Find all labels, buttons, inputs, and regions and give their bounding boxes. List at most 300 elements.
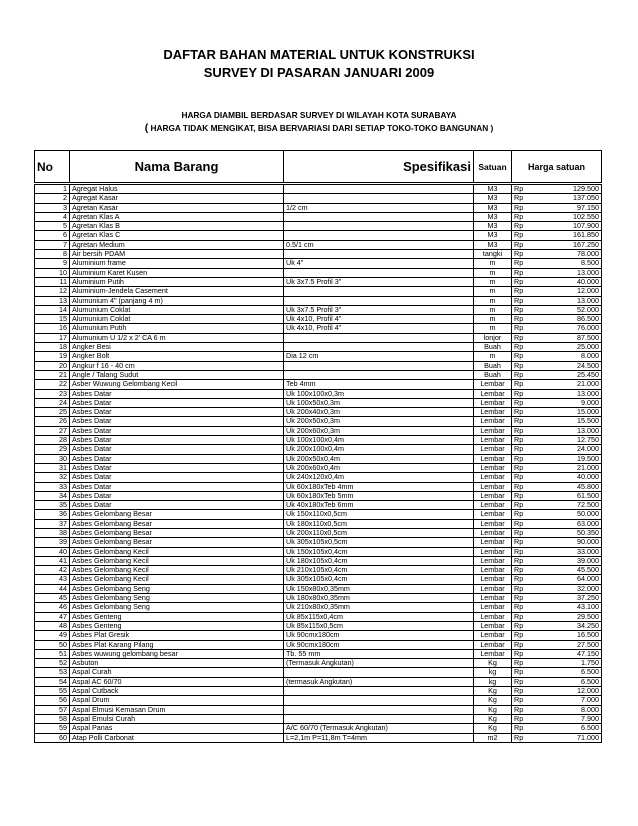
item-price: 34.250 [545, 621, 602, 630]
item-price: 15.500 [545, 417, 602, 426]
item-spec: Uk 200x60x0,3m [284, 426, 474, 435]
item-unit: m [474, 287, 512, 296]
item-unit: Kg [474, 714, 512, 723]
item-name: Asbes Datar [70, 491, 284, 500]
currency-label: Rp [512, 584, 545, 593]
item-price: 32.000 [545, 584, 602, 593]
item-unit: Lembar [474, 528, 512, 537]
item-price: 12.000 [545, 687, 602, 696]
item-price: 40.000 [545, 277, 602, 286]
item-unit: Lembar [474, 603, 512, 612]
table-row [35, 463, 602, 472]
item-name: Aluminium Putih [70, 277, 284, 286]
item-name: Alumunium Putih [70, 324, 284, 333]
item-name: Asbes Gelombang Besar [70, 538, 284, 547]
item-spec: A/C 60/70 (Termasuk Angkutan) [284, 724, 474, 733]
item-spec: Uk 90cmx180cm [284, 631, 474, 640]
item-name: Asbes Datar [70, 445, 284, 454]
row-number: 35 [35, 501, 70, 510]
item-unit: Kg [474, 659, 512, 668]
currency-label: Rp [512, 380, 545, 389]
item-price: 16.500 [545, 631, 602, 640]
item-unit: Lembar [474, 473, 512, 482]
item-name: Angkur f 16 - 40 cm [70, 361, 284, 370]
item-unit: Lembar [474, 510, 512, 519]
row-number: 7 [35, 240, 70, 249]
item-price: 13.000 [545, 426, 602, 435]
item-name: Aluminium-Jendela Casement [70, 287, 284, 296]
table-row [35, 268, 602, 277]
table-row [35, 417, 602, 426]
table-row [35, 714, 602, 723]
item-spec: Uk 210x105x0,4cm [284, 566, 474, 575]
item-name: Asbes Datar [70, 426, 284, 435]
item-price: 97.150 [545, 203, 602, 212]
item-price: 29.500 [545, 612, 602, 621]
currency-label: Rp [512, 445, 545, 454]
item-unit: m [474, 315, 512, 324]
item-name: Asbes Gelombang Besar [70, 510, 284, 519]
row-number: 28 [35, 436, 70, 445]
row-number: 3 [35, 203, 70, 212]
currency-label: Rp [512, 594, 545, 603]
item-name: Atap Polli Carbonat [70, 733, 284, 742]
item-name: Asbes Genteng [70, 612, 284, 621]
table-row [35, 705, 602, 714]
row-number: 8 [35, 250, 70, 259]
item-spec: Uk 200x50x0,4m [284, 454, 474, 463]
table-row [35, 482, 602, 491]
row-number: 11 [35, 277, 70, 286]
row-number: 48 [35, 621, 70, 630]
item-price: 9.000 [545, 398, 602, 407]
item-unit: Kg [474, 724, 512, 733]
item-spec: Uk 100x50x0,3m [284, 398, 474, 407]
table-row [35, 185, 602, 194]
row-number: 34 [35, 491, 70, 500]
column-header-satuan: Satuan [474, 151, 512, 183]
currency-label: Rp [512, 612, 545, 621]
item-name: Aspal Emulsi Curah [70, 714, 284, 723]
table-header-row [35, 151, 602, 183]
row-number: 15 [35, 315, 70, 324]
currency-label: Rp [512, 575, 545, 584]
item-unit: Lembar [474, 631, 512, 640]
item-spec: Uk 90cmx180cm [284, 640, 474, 649]
currency-label: Rp [512, 603, 545, 612]
currency-label: Rp [512, 491, 545, 500]
table-row [35, 631, 602, 640]
item-price: 7.900 [545, 714, 602, 723]
currency-label: Rp [512, 185, 545, 194]
item-name: Alumunium Coklat [70, 315, 284, 324]
currency-label: Rp [512, 296, 545, 305]
currency-label: Rp [512, 659, 545, 668]
table-row [35, 389, 602, 398]
table-row [35, 370, 602, 379]
currency-label: Rp [512, 519, 545, 528]
item-name: Agretan Kasar [70, 203, 284, 212]
page-subtitle: SURVEY DI PASARAN JANUARI 2009 [203, 65, 435, 80]
row-number: 44 [35, 584, 70, 593]
item-unit: m [474, 352, 512, 361]
item-price: 7.000 [545, 696, 602, 705]
item-unit: Buah [474, 370, 512, 379]
item-spec: Uk 60x180xTeb 4mm [284, 482, 474, 491]
currency-label: Rp [512, 389, 545, 398]
table-row [35, 203, 602, 212]
item-price: 15.000 [545, 408, 602, 417]
item-unit: Buah [474, 343, 512, 352]
item-spec: (Termasuk Angkutan) [284, 659, 474, 668]
row-number: 26 [35, 417, 70, 426]
item-spec: Uk 150x110x0,5cm [284, 510, 474, 519]
item-name: Asbes Genteng [70, 621, 284, 630]
currency-label: Rp [512, 259, 545, 268]
item-spec [284, 287, 474, 296]
item-spec: Uk 200x110x0,5cm [284, 528, 474, 537]
row-number: 10 [35, 268, 70, 277]
table-row [35, 343, 602, 352]
item-name: Asbes Gelombang Besar [70, 519, 284, 528]
item-spec: Uk 200x100x0,4m [284, 445, 474, 454]
table-row [35, 426, 602, 435]
item-price: 90.000 [545, 538, 602, 547]
table-row [35, 333, 602, 342]
row-number: 55 [35, 687, 70, 696]
table-row [35, 501, 602, 510]
row-number: 21 [35, 370, 70, 379]
item-price: 6.500 [545, 668, 602, 677]
currency-label: Rp [512, 454, 545, 463]
item-unit: M3 [474, 194, 512, 203]
currency-label: Rp [512, 538, 545, 547]
item-unit: Kg [474, 687, 512, 696]
item-name: Agregat Halus [70, 185, 284, 194]
currency-label: Rp [512, 417, 545, 426]
item-price: 167.250 [545, 240, 602, 249]
item-spec: Uk 4x10, Profil 4" [284, 315, 474, 324]
item-spec [284, 185, 474, 194]
item-spec: Uk 200x40x0,3m [284, 408, 474, 417]
item-spec [284, 343, 474, 352]
item-price: 161.850 [545, 231, 602, 240]
currency-label: Rp [512, 203, 545, 212]
item-name: Asbes Datar [70, 473, 284, 482]
item-price: 72.500 [545, 501, 602, 510]
item-price: 24.500 [545, 361, 602, 370]
item-name: Asbes Datar [70, 408, 284, 417]
row-number: 54 [35, 677, 70, 686]
item-name: Aspal AC 60/70 [70, 677, 284, 686]
table-row [35, 538, 602, 547]
currency-label: Rp [512, 315, 545, 324]
material-price-table [34, 150, 602, 743]
item-unit: m [474, 268, 512, 277]
table-row [35, 305, 602, 314]
item-name: Agretan Klas C [70, 231, 284, 240]
column-header-spesifikasi: Spesifikasi [284, 151, 474, 183]
table-row [35, 398, 602, 407]
row-number: 27 [35, 426, 70, 435]
item-name: Alumunium U 1/2 x 2' CA 6 m [70, 333, 284, 342]
currency-label: Rp [512, 352, 545, 361]
currency-label: Rp [512, 436, 545, 445]
item-name: Aspal Cutback [70, 687, 284, 696]
item-name: Agretan Klas B [70, 222, 284, 231]
item-spec: Uk 4" [284, 259, 474, 268]
item-spec: Uk 150x80x0,35mm [284, 584, 474, 593]
row-number: 49 [35, 631, 70, 640]
item-price: 63.000 [545, 519, 602, 528]
item-name: Asbes Gelombang Seng [70, 603, 284, 612]
page-title: DAFTAR BAHAN MATERIAL UNTUK KONSTRUKSI [163, 47, 475, 62]
table-row [35, 584, 602, 593]
item-price: 12.750 [545, 436, 602, 445]
item-price: 25.000 [545, 343, 602, 352]
currency-label: Rp [512, 473, 545, 482]
column-header-no: No [35, 151, 70, 183]
item-spec: Uk 100x100x0,4m [284, 436, 474, 445]
item-spec: L=2,1m P=11,8m T=4mm [284, 733, 474, 742]
item-price: 8.000 [545, 705, 602, 714]
item-name: Aspal Drum [70, 696, 284, 705]
currency-label: Rp [512, 250, 545, 259]
item-name: Aspal Curah [70, 668, 284, 677]
table-row [35, 687, 602, 696]
currency-label: Rp [512, 212, 545, 221]
row-number: 51 [35, 649, 70, 658]
item-unit: m [474, 296, 512, 305]
item-spec: Uk 210x80x0,35mm [284, 603, 474, 612]
item-unit: Lembar [474, 426, 512, 435]
row-number: 5 [35, 222, 70, 231]
row-number: 17 [35, 333, 70, 342]
item-unit: Lembar [474, 519, 512, 528]
table-row [35, 231, 602, 240]
item-name: Asbes wuwung gelombang besar [70, 649, 284, 658]
currency-label: Rp [512, 566, 545, 575]
item-price: 19.500 [545, 454, 602, 463]
item-name: Agretan Medium [70, 240, 284, 249]
item-unit: Lembar [474, 501, 512, 510]
currency-label: Rp [512, 324, 545, 333]
item-unit: Lembar [474, 547, 512, 556]
item-unit: M3 [474, 231, 512, 240]
item-name: Aspal Elmusi Kemasan Drum [70, 705, 284, 714]
table-row [35, 491, 602, 500]
item-unit: M3 [474, 185, 512, 194]
item-price: 129.500 [545, 185, 602, 194]
table-row [35, 556, 602, 565]
table-row [35, 733, 602, 742]
item-unit: Buah [474, 361, 512, 370]
item-spec: Uk 3x7.5 Profil 3" [284, 277, 474, 286]
row-number: 53 [35, 668, 70, 677]
item-unit: M3 [474, 203, 512, 212]
item-unit: M3 [474, 222, 512, 231]
item-spec: Uk 85x115x0,5cm [284, 621, 474, 630]
row-number: 50 [35, 640, 70, 649]
row-number: 52 [35, 659, 70, 668]
item-name: Asbes Datar [70, 482, 284, 491]
item-spec: Tb. 55 mm [284, 649, 474, 658]
currency-label: Rp [512, 528, 545, 537]
item-spec [284, 370, 474, 379]
item-name: Asbes Plat Karang Pilang [70, 640, 284, 649]
item-unit: m [474, 305, 512, 314]
item-price: 27.500 [545, 640, 602, 649]
item-name: Aluminium frame [70, 259, 284, 268]
table-row [35, 222, 602, 231]
item-unit: Lembar [474, 389, 512, 398]
currency-label: Rp [512, 463, 545, 472]
row-number: 43 [35, 575, 70, 584]
item-name: Alumunium Coklat [70, 305, 284, 314]
row-number: 33 [35, 482, 70, 491]
item-name: Angle / Talang Sudut [70, 370, 284, 379]
item-name: Asbes Gelombang Kecil [70, 556, 284, 565]
item-price: 50.350 [545, 528, 602, 537]
currency-label: Rp [512, 677, 545, 686]
item-spec [284, 296, 474, 305]
item-name: Aluminium Karet Kusen [70, 268, 284, 277]
item-name: Asbes Datar [70, 417, 284, 426]
row-number: 56 [35, 696, 70, 705]
disclaimer-paren: ( [144, 122, 149, 134]
table-row [35, 240, 602, 249]
table-row [35, 473, 602, 482]
table-row [35, 603, 602, 612]
item-price: 6.500 [545, 724, 602, 733]
item-price: 87.500 [545, 333, 602, 342]
table-row [35, 277, 602, 286]
item-name: Asbes Gelombang Seng [70, 594, 284, 603]
table-row [35, 649, 602, 658]
row-number: 59 [35, 724, 70, 733]
item-name: Asbes Datar [70, 436, 284, 445]
table-row [35, 361, 602, 370]
item-name: Angker Bolt [70, 352, 284, 361]
table-row [35, 296, 602, 305]
item-price: 8.500 [545, 259, 602, 268]
item-unit: Lembar [474, 566, 512, 575]
currency-label: Rp [512, 687, 545, 696]
currency-label: Rp [512, 640, 545, 649]
row-number: 1 [35, 185, 70, 194]
item-unit: Lembar [474, 491, 512, 500]
item-unit: Lembar [474, 556, 512, 565]
item-spec: 1/2 cm [284, 203, 474, 212]
item-unit: Lembar [474, 584, 512, 593]
item-spec [284, 696, 474, 705]
item-price: 37.250 [545, 594, 602, 603]
table-row [35, 324, 602, 333]
table-row [35, 724, 602, 733]
item-price: 1.750 [545, 659, 602, 668]
item-price: 102.550 [545, 212, 602, 221]
currency-label: Rp [512, 370, 545, 379]
row-number: 6 [35, 231, 70, 240]
item-name: Asbes Datar [70, 398, 284, 407]
item-spec: Teb 4mm [284, 380, 474, 389]
item-unit: m2 [474, 733, 512, 742]
disclaimer-text: HARGA TIDAK MENGIKAT, BISA BERVARIASI DARI SETIAP TOKO-TOKO BANGUNAN ) [150, 123, 494, 133]
item-name: Asbes Plat Gresik [70, 631, 284, 640]
currency-label: Rp [512, 361, 545, 370]
item-price: 86.500 [545, 315, 602, 324]
table-row [35, 250, 602, 259]
item-price: 13.000 [545, 389, 602, 398]
item-price: 137.050 [545, 194, 602, 203]
item-spec [284, 231, 474, 240]
table-row [35, 212, 602, 221]
table-row [35, 696, 602, 705]
item-unit: Lembar [474, 398, 512, 407]
item-name: Asbes Datar [70, 463, 284, 472]
item-unit: M3 [474, 240, 512, 249]
row-number: 40 [35, 547, 70, 556]
currency-label: Rp [512, 194, 545, 203]
item-price: 47.150 [545, 649, 602, 658]
item-spec: Uk 200x60x0,4m [284, 463, 474, 472]
item-price: 13.000 [545, 296, 602, 305]
item-spec: Uk 85x115x0,4cm [284, 612, 474, 621]
item-spec: (termasuk Angkutan) [284, 677, 474, 686]
item-price: 33.000 [545, 547, 602, 556]
item-unit: Lembar [474, 640, 512, 649]
table-row [35, 575, 602, 584]
item-name: Asbes Datar [70, 389, 284, 398]
row-number: 41 [35, 556, 70, 565]
table-row [35, 621, 602, 630]
item-price: 64.000 [545, 575, 602, 584]
table-row [35, 352, 602, 361]
item-name: Aspal Panas [70, 724, 284, 733]
row-number: 13 [35, 296, 70, 305]
row-number: 42 [35, 566, 70, 575]
row-number: 22 [35, 380, 70, 389]
currency-label: Rp [512, 277, 545, 286]
item-price: 39.000 [545, 556, 602, 565]
item-name: Agretan Klas A [70, 212, 284, 221]
item-unit: Lembar [474, 621, 512, 630]
table-row [35, 612, 602, 621]
row-number: 25 [35, 408, 70, 417]
item-price: 40.000 [545, 473, 602, 482]
item-price: 71.000 [545, 733, 602, 742]
source-note: HARGA DIAMBIL BERDASAR SURVEY DI WILAYAH KOTA SURABAYA [181, 110, 457, 120]
row-number: 60 [35, 733, 70, 742]
table-row [35, 510, 602, 519]
item-unit: Lembar [474, 408, 512, 417]
table-row [35, 547, 602, 556]
row-number: 4 [35, 212, 70, 221]
row-number: 18 [35, 343, 70, 352]
item-unit: Lembar [474, 436, 512, 445]
currency-label: Rp [512, 714, 545, 723]
currency-label: Rp [512, 696, 545, 705]
row-number: 19 [35, 352, 70, 361]
item-spec: Uk 40x180xTeb 6mm [284, 501, 474, 510]
item-name: Asbes Datar [70, 454, 284, 463]
item-spec: Uk 60x180xTeb 5mm [284, 491, 474, 500]
item-name: Asbes Gelombang Kecil [70, 566, 284, 575]
row-number: 58 [35, 714, 70, 723]
table-row [35, 436, 602, 445]
item-spec [284, 333, 474, 342]
item-spec: Uk 305x105x0,5cm [284, 538, 474, 547]
